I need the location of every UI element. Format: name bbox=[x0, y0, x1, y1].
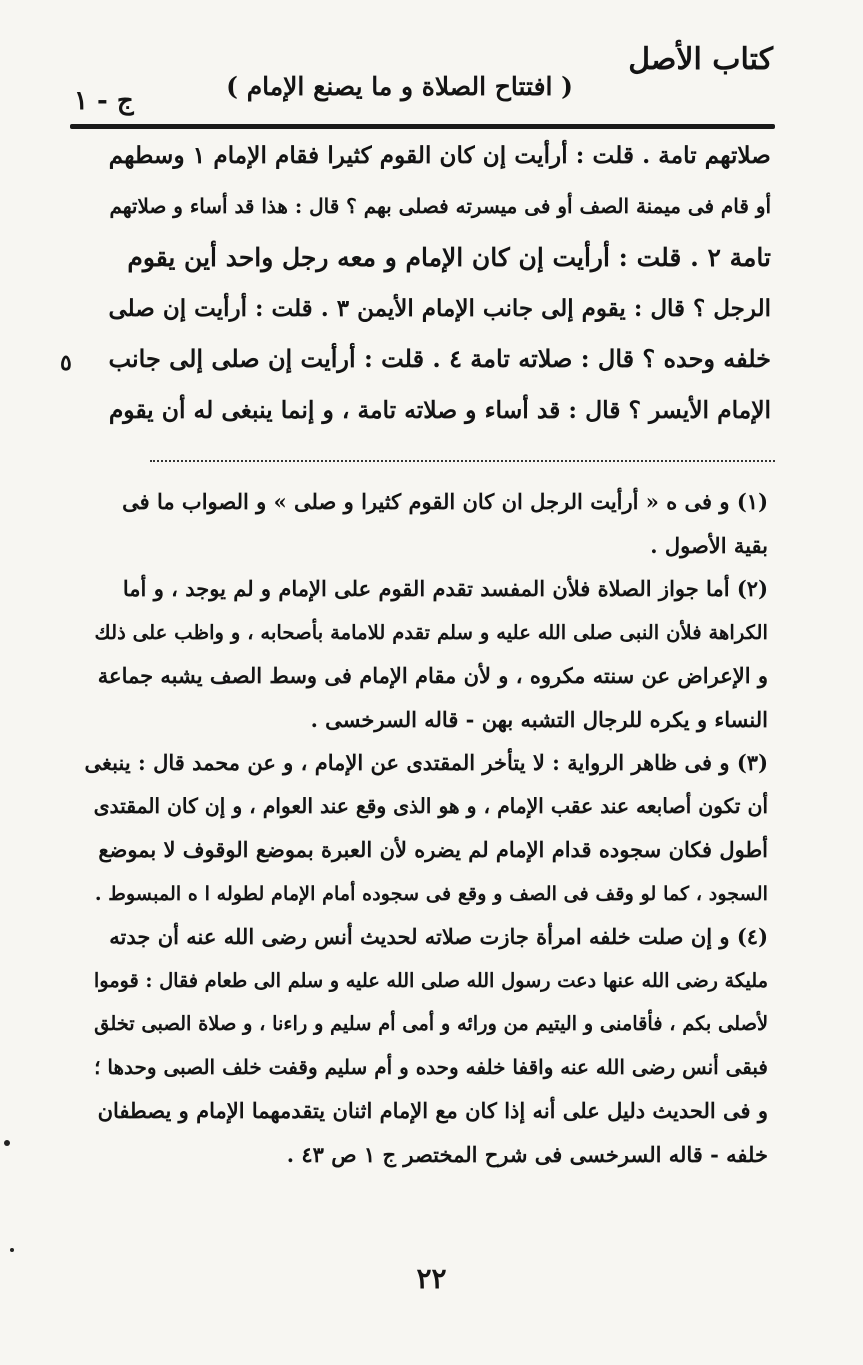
footnote-line: خلفه - قاله السرخسى فى شرح المختصر ج ١ ص ٤٣ . bbox=[286, 1141, 768, 1167]
line-marker: ٥ bbox=[60, 350, 72, 376]
footnote-line: أطول فكان سجوده قدام الإمام لم يضره لأن العبرة بموضع الوقوف لا بموضع bbox=[98, 837, 768, 862]
footnote-line: (١) و فى ه « أرأيت الرجل ان كان القوم كثيرا و صلى » و الصواب ما فى bbox=[122, 489, 768, 514]
main-line: الرجل ؟ قال : يقوم إلى جانب الإمام الأيمن ٣ . قلت : أرأيت إن صلى bbox=[108, 295, 771, 322]
ink-speck bbox=[10, 1248, 14, 1252]
chapter-title: ( افتتاح الصلاة و ما يصنع الإمام ) bbox=[226, 72, 573, 101]
footnote-line: النساء و يكره للرجال التشبه بهن - قاله السرخسى . bbox=[310, 706, 768, 732]
main-line: الإمام الأيسر ؟ قال : قد أساء و صلاته تامة ، و إنما ينبغى له أن يقوم bbox=[108, 396, 771, 424]
header-rule bbox=[70, 124, 775, 129]
footnote-line: مليكة رضى الله عنها دعت رسول الله صلى الله عليه و سلم الى طعام فقال : قوموا bbox=[93, 968, 768, 992]
page-header bbox=[60, 38, 773, 118]
footnote-line: أن تكون أصابعه عند عقب الإمام ، و هو الذى وقع عند العوام ، و إن كان المقتدى bbox=[93, 793, 768, 818]
main-line: صلاتهم تامة . قلت : أرأيت إن كان القوم كثيرا فقام الإمام ١ وسطهم bbox=[108, 142, 771, 169]
footnote-line: و فى الحديث دليل على أنه إذا كان مع الإمام اثنان يتقدمهما الإمام و يصطفان bbox=[97, 1098, 768, 1123]
ink-speck bbox=[4, 1140, 10, 1146]
footnote-line: و الإعراض عن سنته مكروه ، و لأن مقام الإمام فى وسط الصف يشبه جماعة bbox=[97, 663, 768, 688]
footnote-line: الكراهة فلأن النبى صلى الله عليه و سلم تقدم للامامة بأصحابه ، و واظب على ذلك bbox=[94, 620, 768, 644]
page-number: ٢٢ bbox=[416, 1262, 447, 1295]
footnote-line: بقية الأصول . bbox=[650, 532, 768, 558]
volume-label: ج - ١ bbox=[74, 86, 134, 116]
main-line: خلفه وحده ؟ قال : صلاته تامة ٤ . قلت : أرأيت إن صلى إلى جانب bbox=[108, 345, 771, 373]
footnote-divider bbox=[150, 460, 775, 462]
book-title: كتاب الأصل bbox=[628, 42, 773, 77]
footnote-line: لأصلى بكم ، فأقامنى و اليتيم من ورائه و أمى أم سليم و راءنا ، و صلاة الصبى تخلق bbox=[94, 1012, 768, 1035]
main-line: تامة ٢ . قلت : أرأيت إن كان الإمام و معه رجل واحد أين يقوم bbox=[127, 243, 771, 272]
footnote-line: فبقى أنس رضى الله عنه واقفا خلفه وحده و أم سليم وقفت خلف الصبى وحدها ؛ bbox=[94, 1054, 768, 1079]
footnote-line: (٤) و إن صلت خلفه امرأة جازت صلاته لحديث أنس رضى الله عنه أن جدته bbox=[109, 924, 768, 949]
footnote-line: السجود ، كما لو وقف فى الصف و وقع فى سجوده أمام الإمام لطوله ا ه المبسوط . bbox=[94, 881, 768, 905]
footnote-line: (٢) أما جواز الصلاة فلأن المفسد تقدم القوم على الإمام و لم يوجد ، و أما bbox=[122, 576, 768, 601]
main-text bbox=[95, 130, 771, 436]
footnotes bbox=[80, 480, 768, 1176]
main-line: أو قام فى ميمنة الصف أو فى ميسرته فصلى بهم ؟ قال : هذا قد أساء و صلاتهم bbox=[109, 194, 771, 218]
footnote-line: (٣) و فى ظاهر الرواية : لا يتأخر المقتدى عن الإمام ، و عن محمد قال : ينبغى bbox=[84, 750, 768, 775]
